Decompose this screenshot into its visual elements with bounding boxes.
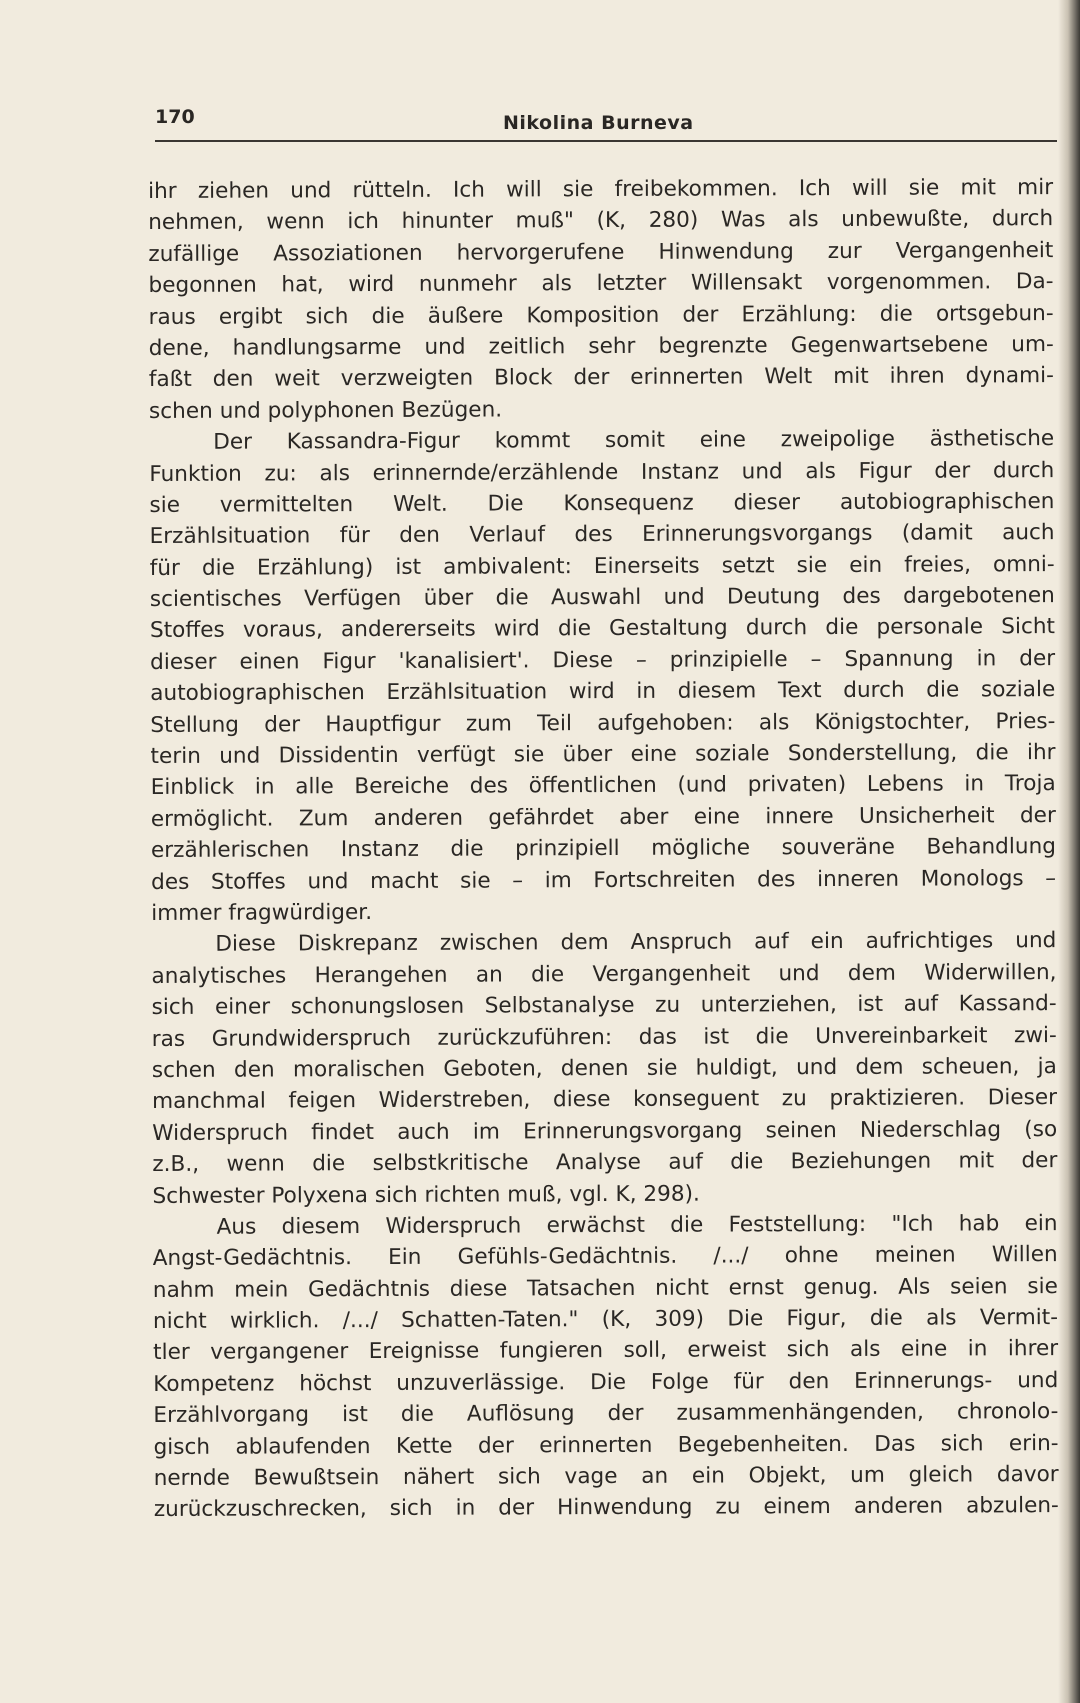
text-line: Angst-Gedächtnis. Ein Gefühls-Gedächtnis. /.../ ohne meinen Willen [152, 1242, 1058, 1272]
text-line: immer fragwürdiger. [151, 900, 373, 926]
text-line: Erzählvorgang ist die Auflösung der zusammenhängenden, chronolo- [153, 1399, 1059, 1429]
text-line: analytisches Herangehen an die Vergangenheit und dem Widerwillen, [151, 959, 1057, 989]
text-line: ras Grundwiderspruch zurückzuführen: das ist die Unvereinbarkeit zwi- [151, 1022, 1057, 1052]
text-line: dene, handlungsarme und zeitlich sehr begrenzte Gegenwartsebene um- [148, 332, 1054, 361]
text-line: manchmal feigen Widerstreben, diese konseguent zu praktizieren. Dieser [151, 1085, 1058, 1115]
text-line: raus ergibt sich die äußere Komposition der Erzählung: die ortsgebun- [148, 300, 1054, 330]
page-number: 170 [155, 106, 195, 128]
text-line: des Stoffes und macht sie – im Fortschreiten des inneren Monologs – [151, 865, 1057, 895]
text-line: sie vermittelten Welt. Die Konsequenz dieser autobiographischen [149, 488, 1055, 518]
page-header [155, 102, 1057, 140]
text-line: zurückzuschrecken, sich in der Hinwendung zu einem anderen abzulen- [153, 1493, 1059, 1523]
text-line: Funktion zu: als erinnernde/erzählende Instanz und als Figur der durch [149, 457, 1055, 487]
text-line: Stellung der Hauptfigur zum Teil aufgehoben: als Königstochter, Pries- [150, 708, 1056, 738]
text-line: Stoffes voraus, andererseits wird die Gestaltung durch die personale Sicht [149, 614, 1056, 644]
text-line: begonnen hat, wird nunmehr als letzter Willensakt vorgenommen. Da- [148, 269, 1054, 299]
text-line: dieser einen Figur 'kanalisiert'. Diese – prinzipielle – Spannung in der [150, 645, 1056, 675]
header-rule [155, 140, 1057, 142]
text-line: sich einer schonungslosen Selbstanalyse zu unterziehen, ist auf Kassand- [151, 991, 1057, 1021]
text-line: z.B., wenn die selbstkritische Analyse auf die Beziehungen mit der [152, 1148, 1058, 1178]
text-line: nicht wirklich. /.../ Schatten-Taten." (K, 309) Die Figur, die als Vermit- [152, 1305, 1059, 1335]
text-line: terin und Dissidentin verfügt sie über eine soziale Sonderstellung, die ihr [150, 740, 1056, 770]
text-line: scientisches Verfügen über die Auswahl und Deutung des dargebotenen [149, 583, 1055, 613]
running-head: Nikolina Burneva [503, 112, 694, 134]
text-line: Einblick in alle Bereiche des öffentlichen (und privaten) Lebens in Troja [150, 771, 1056, 801]
text-line: autobiographischen Erzählsituation wird in diesem Text durch die soziale [150, 677, 1056, 707]
text-line: Der Kassandra-Figur kommt somit eine zweipolige ästhetische [213, 426, 1055, 455]
text-line: faßt den weit verzweigten Block der erinnerten Welt mit ihren dynami- [148, 363, 1054, 393]
text-line: nehmen, wenn ich hinunter muß" (K, 280) Was als unbewußte, durch [148, 206, 1054, 236]
text-line: Widerspruch findet auch im Erinnerungsvorgang seinen Niederschlag (so [152, 1116, 1058, 1146]
text-line: nahm mein Gedächtnis diese Tatsachen nicht ernst genug. Als seien sie [152, 1273, 1058, 1303]
text-line: tler vergangener Ereignisse fungieren soll, erweist sich als eine in ihrer [153, 1336, 1059, 1366]
text-line: für die Erzählung) ist ambivalent: Einerseits setzt sie ein freies, omni- [149, 551, 1055, 581]
text-line: ermöglicht. Zum anderen gefährdet aber eine innere Unsicherheit der [150, 802, 1056, 832]
text-line: schen und polyphonen Bezügen. [148, 397, 503, 424]
text-line: gisch ablaufenden Kette der erinnerten Begebenheiten. Das sich erin- [153, 1430, 1059, 1460]
body-text [148, 172, 1059, 1526]
text-line: Diese Diskrepanz zwischen dem Anspruch auf ein aufrichtiges und [215, 928, 1057, 958]
text-line: Kompetenz höchst unzuverlässige. Die Folge für den Erinnerungs- und [153, 1367, 1059, 1397]
page-edge-shadow [1058, 0, 1080, 1703]
text-line: Aus diesem Widerspruch erwächst die Feststellung: "Ich hab ein [216, 1210, 1058, 1240]
text-line: erzählerischen Instanz die prinzipiell mögliche souveräne Behandlung [150, 834, 1056, 864]
text-line: zufällige Assoziationen hervorgerufene Hinwendung zur Vergangenheit [148, 237, 1054, 267]
text-line: nernde Bewußtsein nähert sich vage an ein Objekt, um gleich davor [153, 1462, 1059, 1492]
text-line: schen den moralischen Geboten, denen sie huldigt, und dem scheuen, ja [151, 1053, 1057, 1083]
text-line: ihr ziehen und rütteln. Ich will sie freibekommen. Ich will sie mit mir [148, 175, 1054, 204]
text-line: Erzählsituation für den Verlauf des Erinnerungsvorgangs (damit auch [149, 520, 1055, 550]
text-line: Schwester Polyxena sich richten muß, vgl. K, 298). [152, 1181, 700, 1209]
